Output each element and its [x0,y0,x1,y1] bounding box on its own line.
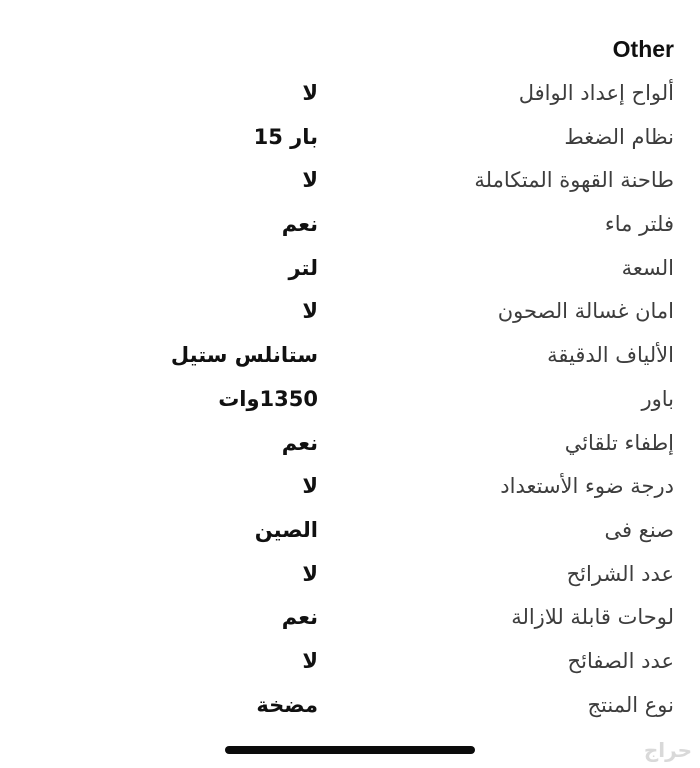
spec-label: الألياف الدقيقة [547,343,674,368]
spec-label: ألواح إعداد الوافل [518,81,674,105]
spec-label: طاحنة القهوة المتكاملة [474,168,674,193]
spec-row [0,599,700,643]
spec-label: باور [641,386,674,411]
spec-row [0,293,700,337]
spec-value: نعم [281,212,318,237]
spec-label: نوع المنتج [587,692,674,717]
spec-value: ستانلس ستيل [170,343,318,368]
spec-label: السعة [621,255,674,280]
spec-row [0,206,700,250]
spec-row [0,75,700,119]
section-title: Other [612,36,674,62]
spec-value: بار 15 [253,124,318,149]
spec-value: لا [302,474,318,499]
spec-value: مضخة [256,692,318,717]
spec-row [0,119,700,163]
spec-label: عدد الشرائح [566,561,674,586]
spec-row [0,468,700,512]
spec-value: لا [302,168,318,193]
specs-list [0,75,700,730]
spec-label: عدد الصفائح [567,648,674,673]
spec-label: درجة ضوء الأستعداد [500,474,674,499]
spec-row [0,512,700,556]
spec-value: نعم [281,430,318,455]
spec-row [0,162,700,206]
spec-label: إطفاء تلقائي [564,430,674,455]
spec-label: نظام الضغط [564,124,674,149]
spec-label: لوحات قابلة للازالة [511,605,674,630]
spec-row [0,337,700,381]
spec-label: امان غسالة الصحون [497,299,674,324]
spec-row [0,250,700,294]
spec-row [0,643,700,687]
home-indicator[interactable] [225,746,475,754]
spec-value: الصين [254,517,318,542]
spec-row [0,687,700,731]
spec-label: صنع فى [604,517,674,542]
spec-row [0,425,700,469]
spec-value: لتر [288,255,318,280]
spec-value: 1350وات [218,386,318,411]
spec-row [0,381,700,425]
watermark-logo: حراج [643,738,692,762]
spec-label: فلتر ماء [604,212,674,237]
spec-value: لا [302,561,318,586]
spec-row [0,556,700,600]
spec-value: لا [302,299,318,324]
spec-value: لا [302,648,318,673]
spec-value: نعم [281,605,318,630]
spec-value: لا [302,81,318,105]
